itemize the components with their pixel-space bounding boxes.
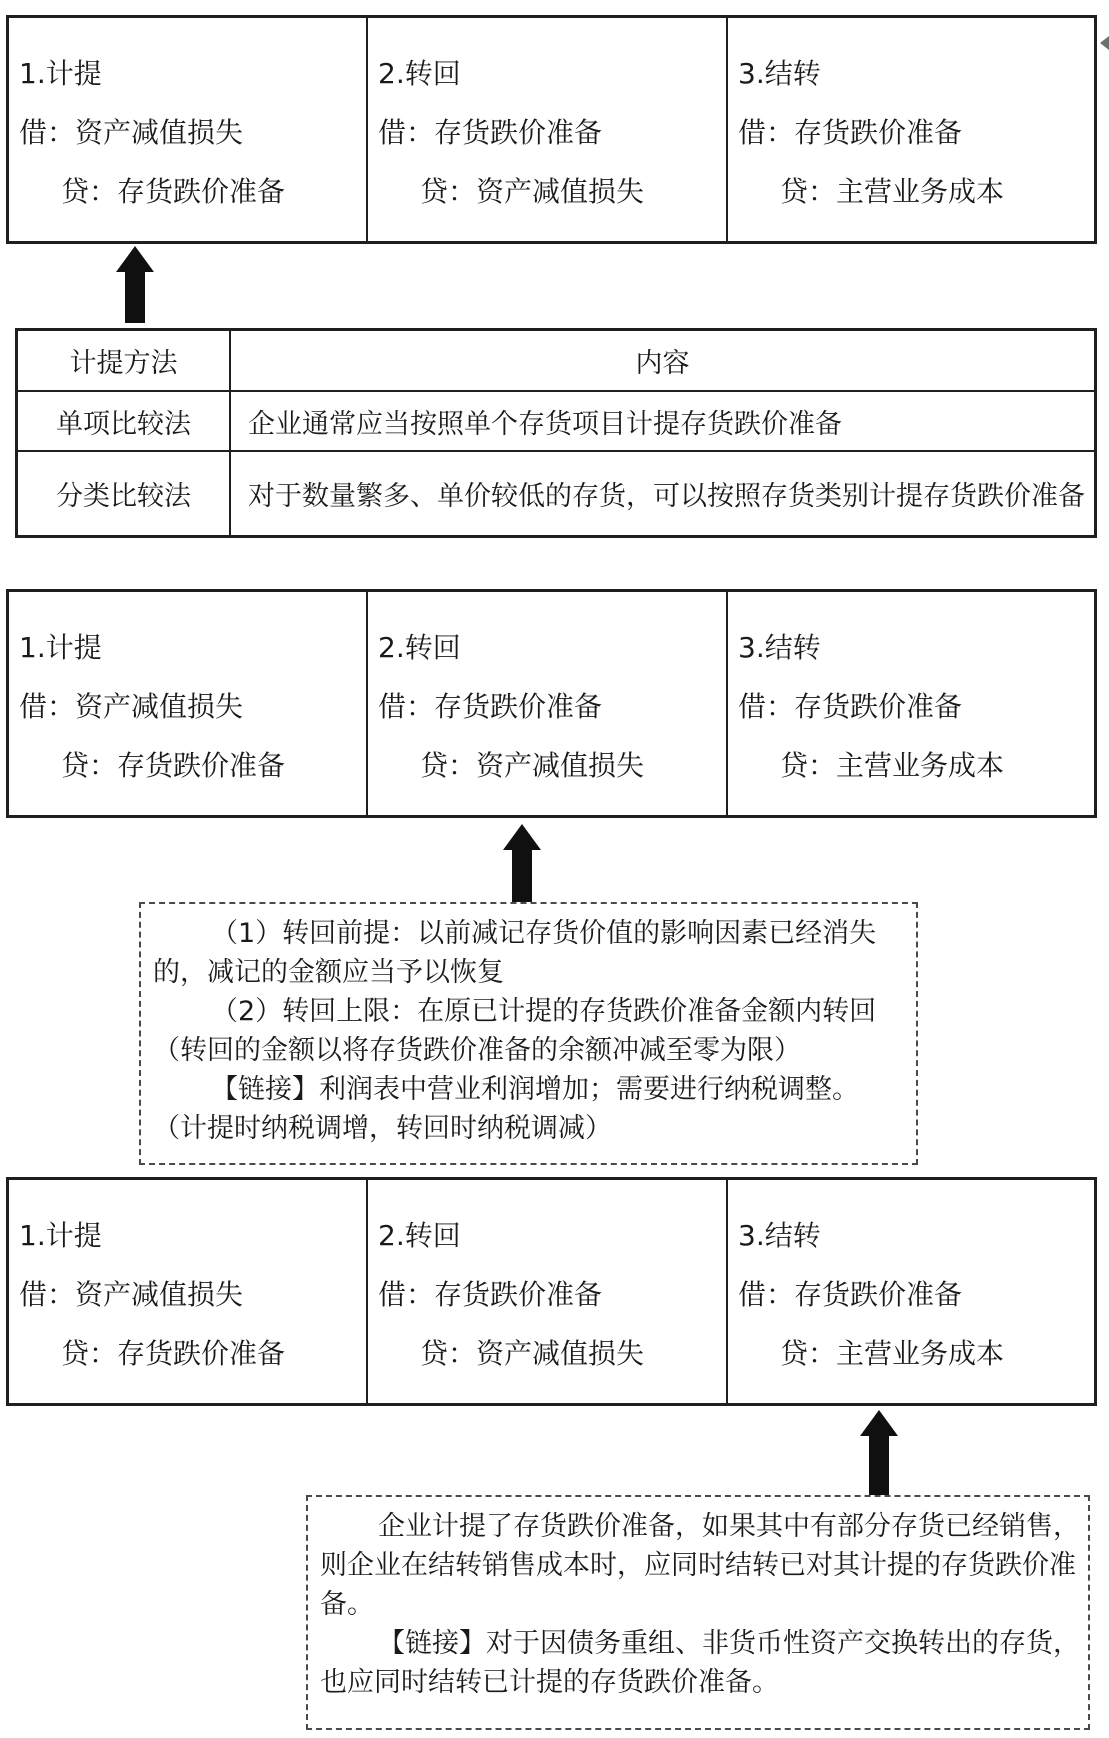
entry-debit-line: 借：资产减值损失	[19, 116, 244, 149]
entry-credit-line: 贷：主营业务成本	[780, 749, 1005, 782]
journal-cell-carryforward	[726, 592, 1094, 815]
arrow-head	[860, 1410, 898, 1436]
entry-debit-line: 借：存货跌价准备	[378, 690, 603, 723]
arrow-shaft	[512, 850, 532, 902]
journal-entries-table-1	[6, 15, 1097, 244]
entry-credit-line: 贷：资产减值损失	[420, 1337, 645, 1370]
method-table-header-content: 内容	[229, 331, 1094, 390]
entry-debit-line: 借：存货跌价准备	[738, 690, 963, 723]
journal-cell-accrual	[9, 592, 366, 815]
entry-step-label: 3.结转	[738, 1219, 821, 1252]
provision-method-table	[15, 328, 1097, 538]
note-line: 【链接】对于因债务重组、非货币性资产交换转出的存货，	[378, 1628, 1080, 1659]
up-arrow-icon	[116, 246, 154, 323]
arrow-shaft	[869, 1436, 889, 1495]
entry-credit-line: 贷：主营业务成本	[780, 1337, 1005, 1370]
note-line: 【链接】利润表中营业利润增加；需要进行纳税调整。	[211, 1074, 859, 1105]
note-line: （2）转回上限：在原已计提的存货跌价准备金额内转回	[211, 996, 877, 1027]
method-content-cell: 企业通常应当按照单个存货项目计提存货跌价准备	[229, 390, 1094, 450]
entry-step-label: 1.计提	[19, 1219, 102, 1252]
note-line: 则企业在结转销售成本时，应同时结转已对其计提的存货跌价准	[320, 1550, 1076, 1581]
left-arrow-margin-marker-icon	[1100, 36, 1109, 50]
arrow-head	[503, 824, 541, 850]
journal-entries-table-3	[6, 1177, 1097, 1406]
note-line: （转回的金额以将存货跌价准备的余额冲减至零为限）	[153, 1035, 801, 1066]
note-line: 也应同时结转已计提的存货跌价准备。	[320, 1667, 779, 1698]
entry-credit-line: 贷：存货跌价准备	[61, 175, 286, 208]
reversal-note-box	[139, 902, 918, 1165]
entry-debit-line: 借：资产减值损失	[19, 1278, 244, 1311]
note-line: 企业计提了存货跌价准备，如果其中有部分存货已经销售，	[378, 1511, 1080, 1542]
carryforward-note-box	[306, 1495, 1090, 1730]
entry-step-label: 1.计提	[19, 57, 102, 90]
entry-credit-line: 贷：存货跌价准备	[61, 749, 286, 782]
note-line: （1）转回前提：以前减记存货价值的影响因素已经消失	[211, 918, 877, 949]
entry-debit-line: 借：资产减值损失	[19, 690, 244, 723]
journal-cell-carryforward	[726, 1180, 1094, 1403]
journal-cell-reversal	[366, 1180, 726, 1403]
entry-step-label: 3.结转	[738, 631, 821, 664]
method-content-cell: 对于数量繁多、单价较低的存货，可以按照存货类别计提存货跌价准备	[229, 450, 1094, 535]
entry-step-label: 1.计提	[19, 631, 102, 664]
arrow-head	[116, 246, 154, 272]
entry-credit-line: 贷：存货跌价准备	[61, 1337, 286, 1370]
journal-cell-accrual	[9, 1180, 366, 1403]
entry-debit-line: 借：存货跌价准备	[738, 116, 963, 149]
entry-debit-line: 借：存货跌价准备	[378, 116, 603, 149]
entry-step-label: 2.转回	[378, 57, 461, 90]
up-arrow-icon	[503, 824, 541, 902]
entry-step-label: 2.转回	[378, 631, 461, 664]
entry-step-label: 3.结转	[738, 57, 821, 90]
up-arrow-icon	[860, 1410, 898, 1495]
journal-cell-reversal	[366, 592, 726, 815]
entry-credit-line: 贷：主营业务成本	[780, 175, 1005, 208]
arrow-shaft	[125, 272, 145, 323]
entry-debit-line: 借：存货跌价准备	[378, 1278, 603, 1311]
entry-step-label: 2.转回	[378, 1219, 461, 1252]
entry-debit-line: 借：存货跌价准备	[738, 1278, 963, 1311]
entry-credit-line: 贷：资产减值损失	[420, 175, 645, 208]
method-name-cell: 分类比较法	[18, 450, 229, 535]
journal-cell-accrual	[9, 18, 366, 241]
note-line: （计提时纳税调增，转回时纳税调减）	[153, 1113, 612, 1144]
note-line: 备。	[320, 1589, 374, 1620]
note-line: 的，减记的金额应当予以恢复	[153, 957, 504, 988]
journal-entries-table-2	[6, 589, 1097, 818]
entry-credit-line: 贷：资产减值损失	[420, 749, 645, 782]
method-table-header-method: 计提方法	[69, 348, 178, 379]
journal-cell-reversal	[366, 18, 726, 241]
journal-cell-carryforward	[726, 18, 1094, 241]
method-name-cell: 单项比较法	[18, 390, 229, 450]
